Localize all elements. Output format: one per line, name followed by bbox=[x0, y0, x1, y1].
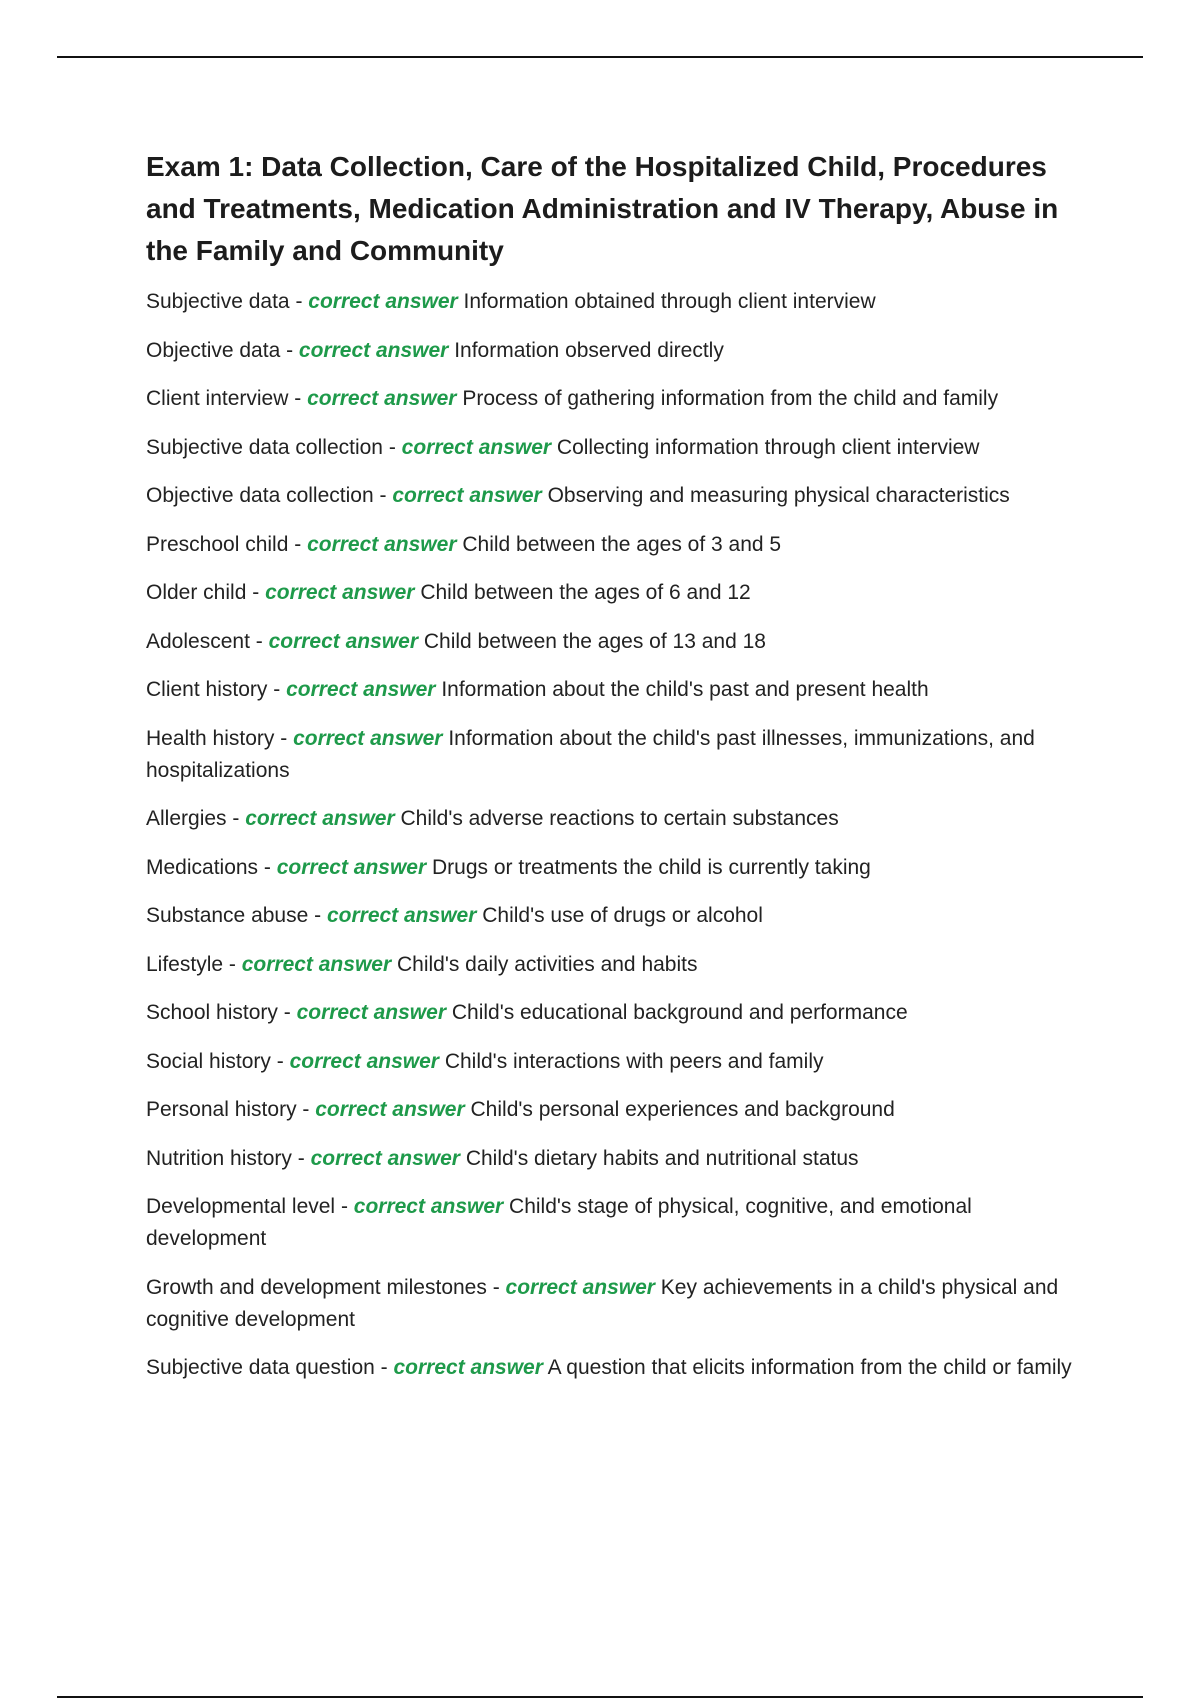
entry-definition: Child's stage of physical, cognitive, and emotional development bbox=[146, 1195, 972, 1250]
flashcard-entry bbox=[146, 1272, 1092, 1336]
entry-definition: Key achievements in a child's physical and cognitive development bbox=[146, 1275, 1059, 1331]
correct-answer-label: correct answer bbox=[276, 855, 427, 879]
entry-separator: - bbox=[288, 532, 308, 556]
flashcard-entry bbox=[146, 723, 1092, 787]
entry-term: Growth and development milestones bbox=[146, 1275, 487, 1299]
entry-term: Medications bbox=[146, 855, 259, 879]
correct-answer-label: correct answer bbox=[298, 338, 449, 362]
entry-term: Health history bbox=[146, 726, 275, 750]
entry-separator: - bbox=[296, 1098, 316, 1121]
entry-separator: - bbox=[274, 726, 294, 750]
flashcard-entry bbox=[146, 803, 1092, 835]
entry-definition: Information obtained through client interview bbox=[463, 290, 876, 313]
entry-term: Adolescent bbox=[146, 629, 250, 653]
entry-term: Substance abuse bbox=[146, 904, 309, 927]
entry-definition: Child's personal experiences and background bbox=[470, 1098, 895, 1121]
entry-term: Developmental level bbox=[146, 1195, 336, 1218]
entry-term: Allergies bbox=[146, 807, 227, 830]
entry-term: Subjective data question bbox=[146, 1356, 375, 1379]
entry-separator: - bbox=[226, 807, 246, 830]
correct-answer-label: correct answer bbox=[326, 904, 477, 927]
entry-definition: Drugs or treatments the child is currently taking bbox=[432, 855, 871, 879]
entry-term: Objective data collection bbox=[146, 484, 374, 507]
flashcard-entry bbox=[146, 1143, 1092, 1175]
entry-separator: - bbox=[374, 1356, 394, 1379]
correct-answer-label: correct answer bbox=[293, 726, 443, 750]
entry-separator: - bbox=[267, 678, 287, 701]
document-body bbox=[146, 146, 1092, 1401]
correct-answer-label: correct answer bbox=[310, 1146, 460, 1170]
correct-answer-label: correct answer bbox=[245, 807, 395, 830]
entry-term: Social history bbox=[146, 1049, 271, 1073]
entry-separator: - bbox=[382, 435, 402, 459]
entry-definition: A question that elicits information from the child or family bbox=[547, 1356, 1072, 1379]
entry-term: Objective data bbox=[146, 338, 281, 362]
entry-definition: Child's dietary habits and nutritional status bbox=[465, 1146, 859, 1170]
flashcard-entry bbox=[146, 480, 1092, 512]
entry-separator: - bbox=[246, 581, 266, 604]
correct-answer-label: correct answer bbox=[505, 1275, 655, 1299]
entry-definition: Child's interactions with peers and family bbox=[444, 1049, 824, 1073]
entry-separator: - bbox=[486, 1275, 506, 1299]
document-title: Exam 1: Data Collection, Care of the Hospitalized Child, Procedures and Treatments, Medication Administration and IV Therapy, Abuse in the Family and Community bbox=[146, 151, 1059, 266]
flashcard-entry bbox=[146, 949, 1092, 981]
flashcard-entry bbox=[146, 626, 1092, 658]
entry-definition: Child between the ages of 3 and 5 bbox=[462, 532, 782, 556]
correct-answer-label: correct answer bbox=[296, 1001, 446, 1024]
entry-definition: Child between the ages of 6 and 12 bbox=[420, 581, 751, 604]
entry-definition: Observing and measuring physical characteristics bbox=[547, 484, 1010, 507]
flashcard-entry bbox=[146, 1191, 1092, 1255]
entry-separator: - bbox=[223, 952, 242, 976]
entry-term: Lifestyle bbox=[146, 952, 224, 976]
flashcard-entry bbox=[146, 529, 1092, 561]
entry-separator: - bbox=[308, 904, 327, 927]
flashcard-entry bbox=[146, 1094, 1092, 1126]
flashcard-entry bbox=[146, 852, 1092, 884]
flashcard-entry bbox=[146, 997, 1092, 1029]
entry-definition: Child's adverse reactions to certain substances bbox=[400, 807, 839, 830]
correct-answer-label: correct answer bbox=[308, 290, 458, 313]
correct-answer-label: correct answer bbox=[401, 435, 552, 459]
flashcard-entry bbox=[146, 1352, 1092, 1384]
entry-definition: Collecting information through client interview bbox=[556, 435, 980, 459]
correct-answer-label: correct answer bbox=[307, 532, 457, 556]
correct-answer-label: correct answer bbox=[265, 581, 415, 604]
entry-separator: - bbox=[335, 1195, 354, 1218]
entry-term: Subjective data bbox=[146, 290, 290, 313]
entry-separator: - bbox=[373, 484, 393, 507]
correct-answer-label: correct answer bbox=[393, 1356, 543, 1379]
entry-separator: - bbox=[277, 1001, 297, 1024]
entry-term: Client history bbox=[146, 678, 268, 701]
flashcard-entry bbox=[146, 432, 1092, 464]
entry-definition: Child's daily activities and habits bbox=[396, 952, 698, 976]
correct-answer-label: correct answer bbox=[286, 678, 436, 701]
flashcard-list bbox=[146, 286, 1092, 1384]
flashcard-entry bbox=[146, 383, 1092, 415]
entry-term: Client interview bbox=[146, 387, 289, 410]
flashcard-entry bbox=[146, 335, 1092, 367]
entry-definition: Information observed directly bbox=[454, 338, 724, 362]
flashcard-entry bbox=[146, 674, 1092, 706]
correct-answer-label: correct answer bbox=[392, 484, 542, 507]
entry-separator: - bbox=[280, 338, 299, 362]
entry-term: Personal history bbox=[146, 1098, 297, 1121]
entry-definition: Child's educational background and performance bbox=[451, 1001, 908, 1024]
flashcard-entry bbox=[146, 900, 1092, 932]
bottom-divider bbox=[57, 1696, 1143, 1698]
entry-term: Nutrition history bbox=[146, 1146, 292, 1170]
entry-definition: Child between the ages of 13 and 18 bbox=[423, 629, 766, 653]
correct-answer-label: correct answer bbox=[241, 952, 392, 976]
correct-answer-label: correct answer bbox=[353, 1195, 504, 1218]
entry-separator: - bbox=[249, 629, 269, 653]
correct-answer-label: correct answer bbox=[315, 1098, 465, 1121]
entry-definition: Child's use of drugs or alcohol bbox=[482, 904, 763, 927]
entry-definition: Information about the child's past and present health bbox=[441, 678, 929, 701]
correct-answer-label: correct answer bbox=[289, 1049, 439, 1073]
entry-term: Older child bbox=[146, 581, 247, 604]
entry-definition: Information about the child's past illnesses, immunizations, and hospitalizations bbox=[146, 726, 1035, 782]
flashcard-entry bbox=[146, 1046, 1092, 1078]
correct-answer-label: correct answer bbox=[307, 387, 457, 410]
flashcard-entry bbox=[146, 286, 1092, 318]
entry-term: Subjective data collection bbox=[146, 435, 383, 459]
entry-separator: - bbox=[258, 855, 277, 879]
entry-definition: Process of gathering information from the child and family bbox=[462, 387, 999, 410]
entry-term: Preschool child bbox=[146, 532, 289, 556]
entry-separator: - bbox=[288, 387, 308, 410]
entry-separator: - bbox=[289, 290, 309, 313]
top-divider bbox=[57, 56, 1143, 58]
correct-answer-label: correct answer bbox=[268, 629, 418, 653]
flashcard-entry bbox=[146, 577, 1092, 609]
entry-separator: - bbox=[270, 1049, 290, 1073]
entry-term: School history bbox=[146, 1001, 278, 1024]
entry-separator: - bbox=[291, 1146, 311, 1170]
